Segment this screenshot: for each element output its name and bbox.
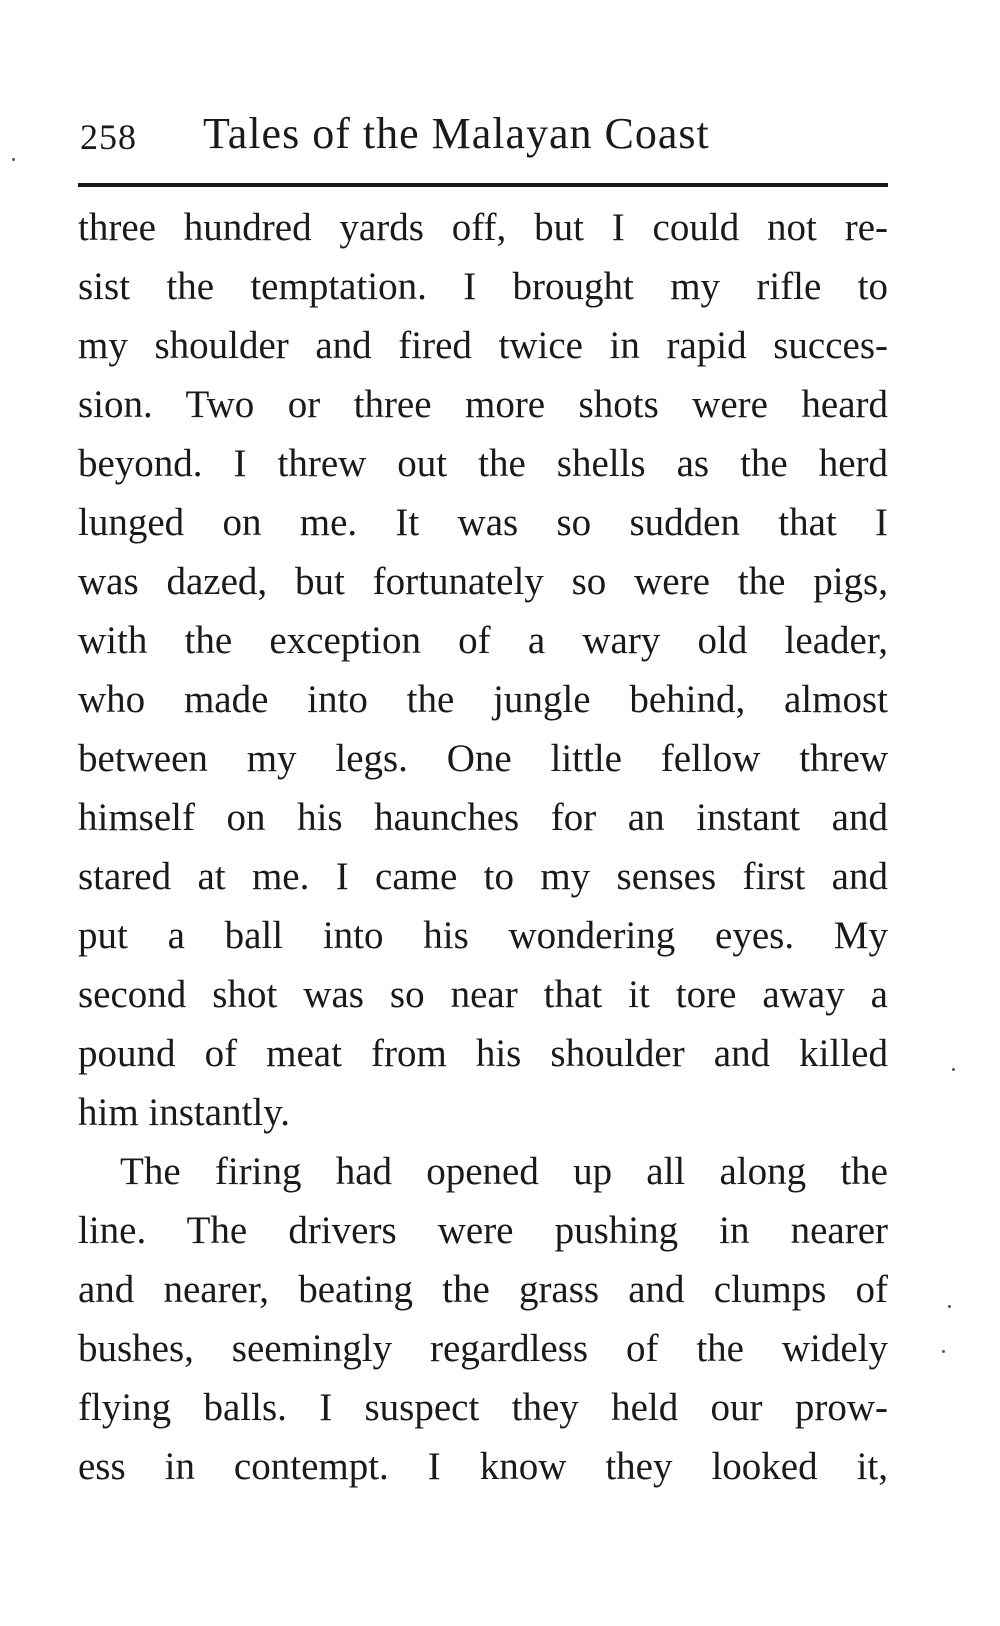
page-number: 258 [80, 117, 137, 157]
paragraph [78, 198, 888, 1142]
text-line: between my legs. One little fellow threw [78, 737, 888, 780]
paragraph [78, 1142, 888, 1496]
text-line: who made into the jungle behind, almost [78, 678, 888, 721]
text-line: himself on his haunches for an instant and [78, 796, 888, 839]
text-line: my shoulder and fired twice in rapid succes- [78, 324, 888, 367]
text-line: The firing had opened up all along the [120, 1150, 888, 1193]
text-line: pound of meat from his shoulder and killed [78, 1032, 888, 1075]
text-line: sist the temptation. I brought my rifle to [78, 265, 888, 308]
scan-speck [948, 1305, 951, 1308]
text-line: bushes, seemingly regardless of the widely [78, 1327, 888, 1370]
text-line: line. The drivers were pushing in nearer [78, 1209, 888, 1252]
text-line: ess in contempt. I know they looked it, [78, 1445, 888, 1488]
text-line: stared at me. I came to my senses first and [78, 855, 888, 898]
body-text [78, 198, 888, 1496]
scan-speck [12, 158, 15, 161]
text-line: was dazed, but fortunately so were the pigs, [78, 560, 888, 603]
text-line: lunged on me. It was so sudden that I [78, 501, 888, 544]
scan-speck [942, 1350, 945, 1353]
text-line: flying balls. I suspect they held our prow- [78, 1386, 888, 1429]
scan-speck [952, 1068, 955, 1071]
running-head [80, 108, 880, 164]
running-title: Tales of the Malayan Coast [203, 109, 710, 158]
text-line: put a ball into his wondering eyes. My [78, 914, 888, 957]
text-line: three hundred yards off, but I could not re- [78, 206, 888, 249]
header-rule [78, 183, 888, 187]
text-line: sion. Two or three more shots were heard [78, 383, 888, 426]
text-line: him instantly. [78, 1091, 290, 1134]
text-line: and nearer, beating the grass and clumps of [78, 1268, 888, 1311]
text-line: with the exception of a wary old leader, [78, 619, 888, 662]
text-line: second shot was so near that it tore away a [78, 973, 888, 1016]
text-line: beyond. I threw out the shells as the herd [78, 442, 888, 485]
